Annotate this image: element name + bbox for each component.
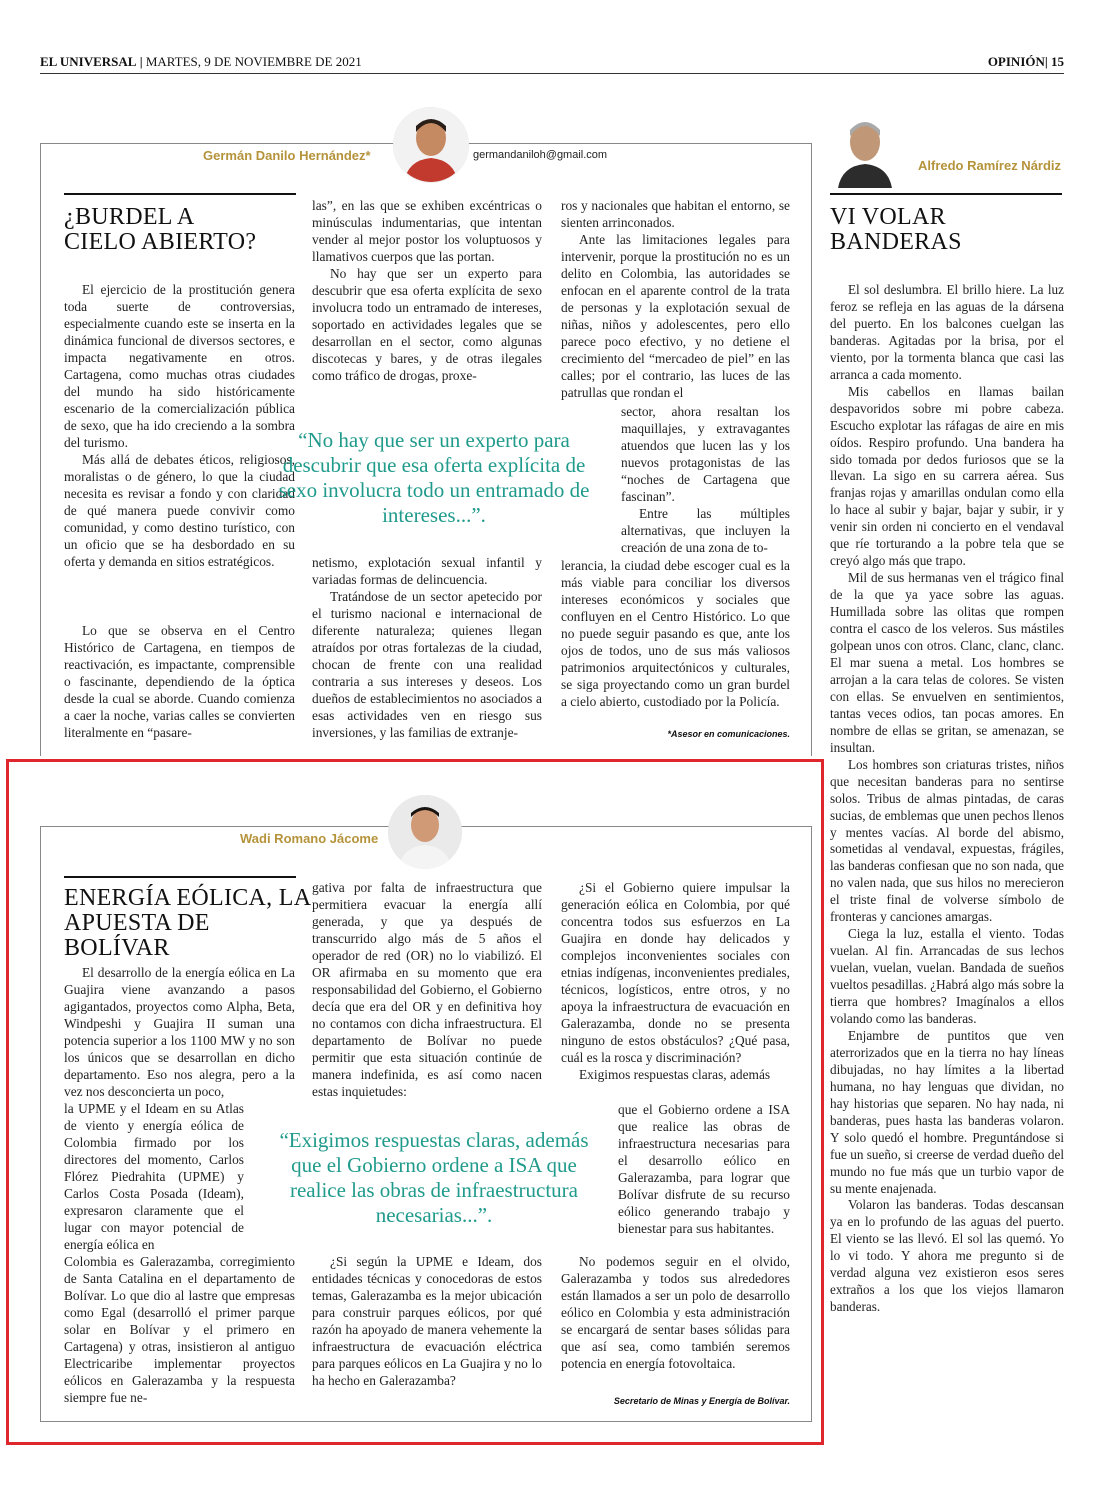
paragraph: ros y nacionales que habitan el entorno, se sienten arrinconados.: [561, 198, 790, 230]
paragraph: lerancia, la ciudad debe escoger cual es la más viable para conciliar los diversos intereses económicos y sociales que confluyen en el Centro Histórico. Lo que no puede seguir pasando es que, ante los ojos de todos, uno de sus más valiosos patrimonios arquitectónicos y culturales, se siga proyectando como un gran burdel a cielo abierto, custodiado por la Policía.: [561, 558, 790, 709]
paragraph: Mil de sus hermanas ven el trágico final de la que ya yace sobre las aguas. Humillada sobre las olitas que rompen contra el casco de los veleros. Sus mástiles golpean unos con otros. Clanc, clanc, clanc. El mar suena a metal. Los hombres se arrojan a la cara telas de colores. Se visten con ellas. Se envuelven en sentimientos, tantas veces odios, tan pocas amores. En nombre de ellas se gritan, se amenazan, se insultan.: [830, 570, 1064, 755]
paragraph: Mis cabellos en llamas bailan despavoridos sobre mi pobre cabeza. Escucho explotar las ráfagas de aire en mis oídos. Respiro profundo. Una bandera ha sido tomada por dedos furiosos que se la llevan. La sigo en su carrera aérea. Sus franjas rojas y amarillas ondulan como ella lo hace al subir y bajar, bajar y subir, ir y venir sin orden ni concierto en el vendaval que ríe torturando a la pobre tela que se creyó algo más que trapo.: [830, 383, 1064, 569]
headline-line: APUESTA DE BOLÍVAR: [64, 910, 210, 961]
paragraph: Ante las limitaciones legales para intervenir, porque la prostitución no es un delito en Colombia, las autoridades se enfocan en el aparente control de la trata de personas y la explotación sexual de niñas, niños y adolescentes, pero ello parece poco efectivo, y no detiene el crecimiento del “mercadeo de piel” en las calles; por el contrario, las luces de las patrullas que rondan el: [561, 232, 790, 400]
body-column-1c: [64, 1253, 295, 1406]
headline-line: CIELO ABIERTO?: [64, 229, 257, 255]
headline-rule: [64, 876, 296, 878]
author-name: Germán Danilo Hernández*: [203, 148, 371, 163]
paragraph: las”, en las que se exhiben excéntricas o minúsculas indumentarias, que intentan vender al mejor postor los voluptuosos y llamativos cuerpos que las portan.: [312, 198, 542, 264]
author-photo: [830, 110, 900, 188]
paragraph: Más allá de debates éticos, religiosos, moralistas o de género, lo que la ciudad necesita es revisar a fondo y con claridad de qué manera puede convivir como comunidad, y como destino turístico, con un oficio que se ha desbordado en su oferta y demanda en sitios estratégicos.: [64, 452, 295, 569]
body-column-1a: [64, 964, 295, 1100]
body-column-3a: [561, 879, 790, 1083]
body-column-2b: [312, 554, 542, 741]
headline-line: VI VOLAR: [830, 204, 946, 230]
body-column-1b: [64, 622, 295, 741]
body-column-1b: [64, 1100, 244, 1253]
paragraph: la UPME y el Ideam en su Atlas de viento y energía eólica de Colombia firmado por los directores del momento, Carlos Flórez Piedrahita (UPME) y Carlos Costa Posada (Ideam), expresaron claramente que el lugar con mayor potencial de energía eólica en: [64, 1101, 244, 1252]
paragraph: Colombia es Galerazamba, corregimiento de Santa Catalina en el departamento de Bolívar. Lo que dio al lastre que empresas como Egal (desarrolló el primer parque solar en Bolívar y el primero en Cartagena) y otras, insistieron al antiguo Electricaribe implementar proyectos eólicos en Galerazamba y la respuesta siempre fue ne-: [64, 1254, 295, 1405]
headline-energia: [64, 886, 314, 961]
author-name: Alfredo Ramírez Nárdiz: [918, 158, 1062, 173]
headline-rule: [64, 193, 296, 195]
paragraph: No podemos seguir en el olvido, Galerazamba y todos sus alrededores están llamados a ser un polo de desarrollo eólico en Colombia y esta administración se encargará de sentar bases sólidas para que así sea, como también seremos potencia en energía fotovoltaica.: [561, 1254, 790, 1371]
headline-rule: [830, 193, 1062, 195]
paragraph: El sol deslumbra. El brillo hiere. La luz feroz se refleja en las aguas de la dársena del puerto. En los balcones cuelgan las banderas. Agitadas por la brisa, por el viento, por la tormenta blanca que casi las arranca a cada momento.: [830, 282, 1064, 382]
paragraph: netismo, explotación sexual infantil y variadas formas de delincuencia.: [312, 555, 542, 587]
body-column-1a: [64, 281, 295, 570]
body-column-right: [830, 282, 1064, 1316]
author-photo: [388, 795, 462, 869]
paragraph: El desarrollo de la energía eólica en La Guajira viene avanzando a pasos agigantados, proyectos como Alpha, Beta, Windpeshi y Guajira II suman una potencia superior a los 1100 MW y no son los únicos que se desarrollan en dicho departamento. Eso nos alegra, pero a la vez nos desconcierta un poco,: [64, 965, 295, 1099]
paragraph: Entre las múltiples alternativas, que incluyen la creación de una zona de to-: [621, 506, 790, 555]
body-column-3b: [621, 403, 790, 556]
headline-line: ENERGÍA EÓLICA, LA: [64, 885, 312, 911]
body-column-2b: [312, 1253, 542, 1389]
body-column-3c: [561, 557, 790, 710]
paragraph: No hay que ser un experto para descubrir que esa oferta explícita de sexo involucra todo un entramado de intereses, soportado en actividades legales que se desarrollan en el sector, como algunas discotecas y bares, y de otras ilegales como tráfico de drogas, proxe-: [312, 266, 542, 383]
headline-line: BANDERAS: [830, 229, 962, 255]
paragraph: Los hombres son criaturas tristes, niños que necesitan banderas para no sentirse solos. Tribus de almas pintadas, de caras sucias, de emblemas que unen pechos llenos y mentes vacías. Al borde del abismo, sometidas al vendaval, expuestas, frágiles, las banderas confiesan que no son nada, que no valen nada, que sus hilos no merecieron el triste final de volverse símbolo de fronteras y canciones amargas.: [830, 756, 1065, 925]
paragraph: ¿Si el Gobierno quiere impulsar la generación eólica en Colombia, por qué concentra todos sus esfuerzos en La Guajira en donde hay delicados y complejos inconvenientes sociales con etnias indígenas, inconvenientes prediales, técnicos, logísticos, entre otros, y no apoya la infraestructura de evacuación en Galerazamba, donde no se presenta ninguno de estos obstáculos? ¿Qué pasa, cuál es la rosca y discriminación?: [561, 880, 790, 1065]
header-separator: |: [139, 54, 143, 69]
page-number: 15: [1051, 54, 1064, 69]
paragraph: Volaron las banderas. Todas descansan ya en lo profundo de las aguas del puerto. El viento se las llevó. El sol las quemó. Yo lo vi todo. Y ahora me pregunto si de verdad alguna vez existieron esos seres extraños a los que los viejos llamaron banderas.: [830, 1197, 1064, 1315]
section-label: [988, 54, 1064, 70]
headline-line: ¿BURDEL A: [64, 204, 195, 230]
portrait-icon: [394, 108, 468, 182]
author-name: Wadi Romano Jácome: [240, 831, 379, 846]
paragraph: Ciega la luz, estalla el viento. Todas vuelan. Al fin. Arrancadas de sus lechos vuelan, vuelan, vuelan. Bandada de sueños vueltos pesadillas. ¿Habrá algo más sobre la tierra que hombres? Imagínalos a ellos volando como las banderas.: [830, 926, 1064, 1026]
paper-name: EL UNIVERSAL: [40, 54, 137, 69]
pull-quote: “Exigimos respuestas claras, además que el Gobierno ordene a ISA que realice las obras de infraestructura necesarias...”.: [279, 1128, 589, 1227]
paragraph: Tratándose de un sector apetecido por el turismo nacional e internacional de diferente naturaleza; quienes llegan atraídos por otras fortalezas de la ciudad, chocan de frente con una realidad contraria a sus intereses y deseos. Los dueños de establecimientos no asociados a esas actividades ven en riesgo sus inversiones, y las familias de extranje-: [312, 589, 542, 740]
page-header: [40, 54, 1064, 72]
body-column-3c: [561, 1253, 790, 1372]
pull-quote: “No hay que ser un experto para descubrir que esa oferta explícita de sexo involucra todo un entramado de intereses...”.: [278, 428, 590, 527]
header-date: MARTES, 9 DE NOVIEMBRE DE 2021: [145, 54, 362, 69]
paragraph: Lo que se observa en el Centro Histórico de Cartagena, en tiempos de reactivación, es impactante, comprensible o fascinante, dependiendo de la óptica desde la cual se aborde. Cuando comienza a caer la noche, varias calles se convierten literalmente en “pasare-: [64, 623, 295, 740]
portrait-icon: [388, 795, 462, 869]
author-signature: *Asesor en comunicaciones.: [667, 729, 790, 739]
section-sep: |: [1044, 54, 1048, 69]
body-column-3a: [561, 197, 790, 401]
author-signature: Secretario de Minas y Energía de Bolívar.: [613, 1396, 790, 1406]
body-column-2a: [312, 197, 542, 384]
paragraph: Exigimos respuestas claras, además: [579, 1067, 771, 1082]
paragraph: El ejercicio de la prostitución genera toda suerte de controversias, especialmente cuando este se inserta en la dinámica funcional de diversos sectores, e impacta negativamente en otros. Cartagena, como muchas otras ciudades del mundo ha sido históricamente escenario de la comercialización pública de sexo, que ha ido creciendo a la sombra del turismo.: [64, 282, 295, 450]
author-photo: [393, 107, 469, 183]
paragraph: que el Gobierno ordene a ISA que realice las obras de infraestructura necesarias para el desarrollo eólico en Galerazamba, para lograr que Bolívar disfrute de su recurso eólico generando trabajo y bienestar para sus habitantes.: [618, 1102, 790, 1236]
header-rule: [40, 73, 1064, 74]
paragraph: gativa por falta de infraestructura que permitiera evacuar la energía allí generada, y que ya después de transcurrido algo más de 5 años el operador de red (OR) no lo viabilizó. El OR afirmaba en su momento que era responsabilidad del Gobierno, el Gobierno decía que era del OR y en definitiva hoy no contamos con dicha infraestructura. El departamento de Bolívar no puede permitir que esta situación continúe de manera indefinida, es así como nacen estas inquietudes:: [312, 880, 542, 1099]
headline-burdel: [64, 205, 304, 255]
paragraph: ¿Si según la UPME e Ideam, dos entidades técnicas y conocedoras de estos temas, Galerazamba es la mejor ubicación para construir parques eólicos, por qué razón ha apoyado de manera vehemente la infraestructura de evacuación eléctrica para parques eólicos en La Guajira y no lo ha hecho en Galerazamba?: [312, 1254, 542, 1388]
section-name: OPINIÓN: [987, 54, 1045, 69]
body-column-2a: [312, 879, 542, 1100]
paragraph: sector, ahora resaltan los maquillajes, y extravagantes atuendos que lucen las y los nuevos protagonistas de las “noches de Cartagena que fascinan”.: [621, 404, 790, 504]
headline-banderas: [830, 205, 1064, 255]
portrait-icon: [830, 110, 900, 188]
author-email[interactable]: germandaniloh@gmail.com: [473, 149, 608, 161]
body-column-3b: [618, 1101, 790, 1237]
paragraph: Enjambre de puntitos que ven aterrorizados que en la tierra no hay líneas dibujadas, no hay límites a la libertad humana, no hay lenguas que dividan, no hay historias que separen. No hay nada, ni banderas, pues hasta las banderas volaron. Y solo quedó el hombre. Preguntándose si fue un sueño, si creerse de verdad dueño del mundo no fue más que un turbio vapor de su mente enajenada.: [830, 1027, 1064, 1196]
